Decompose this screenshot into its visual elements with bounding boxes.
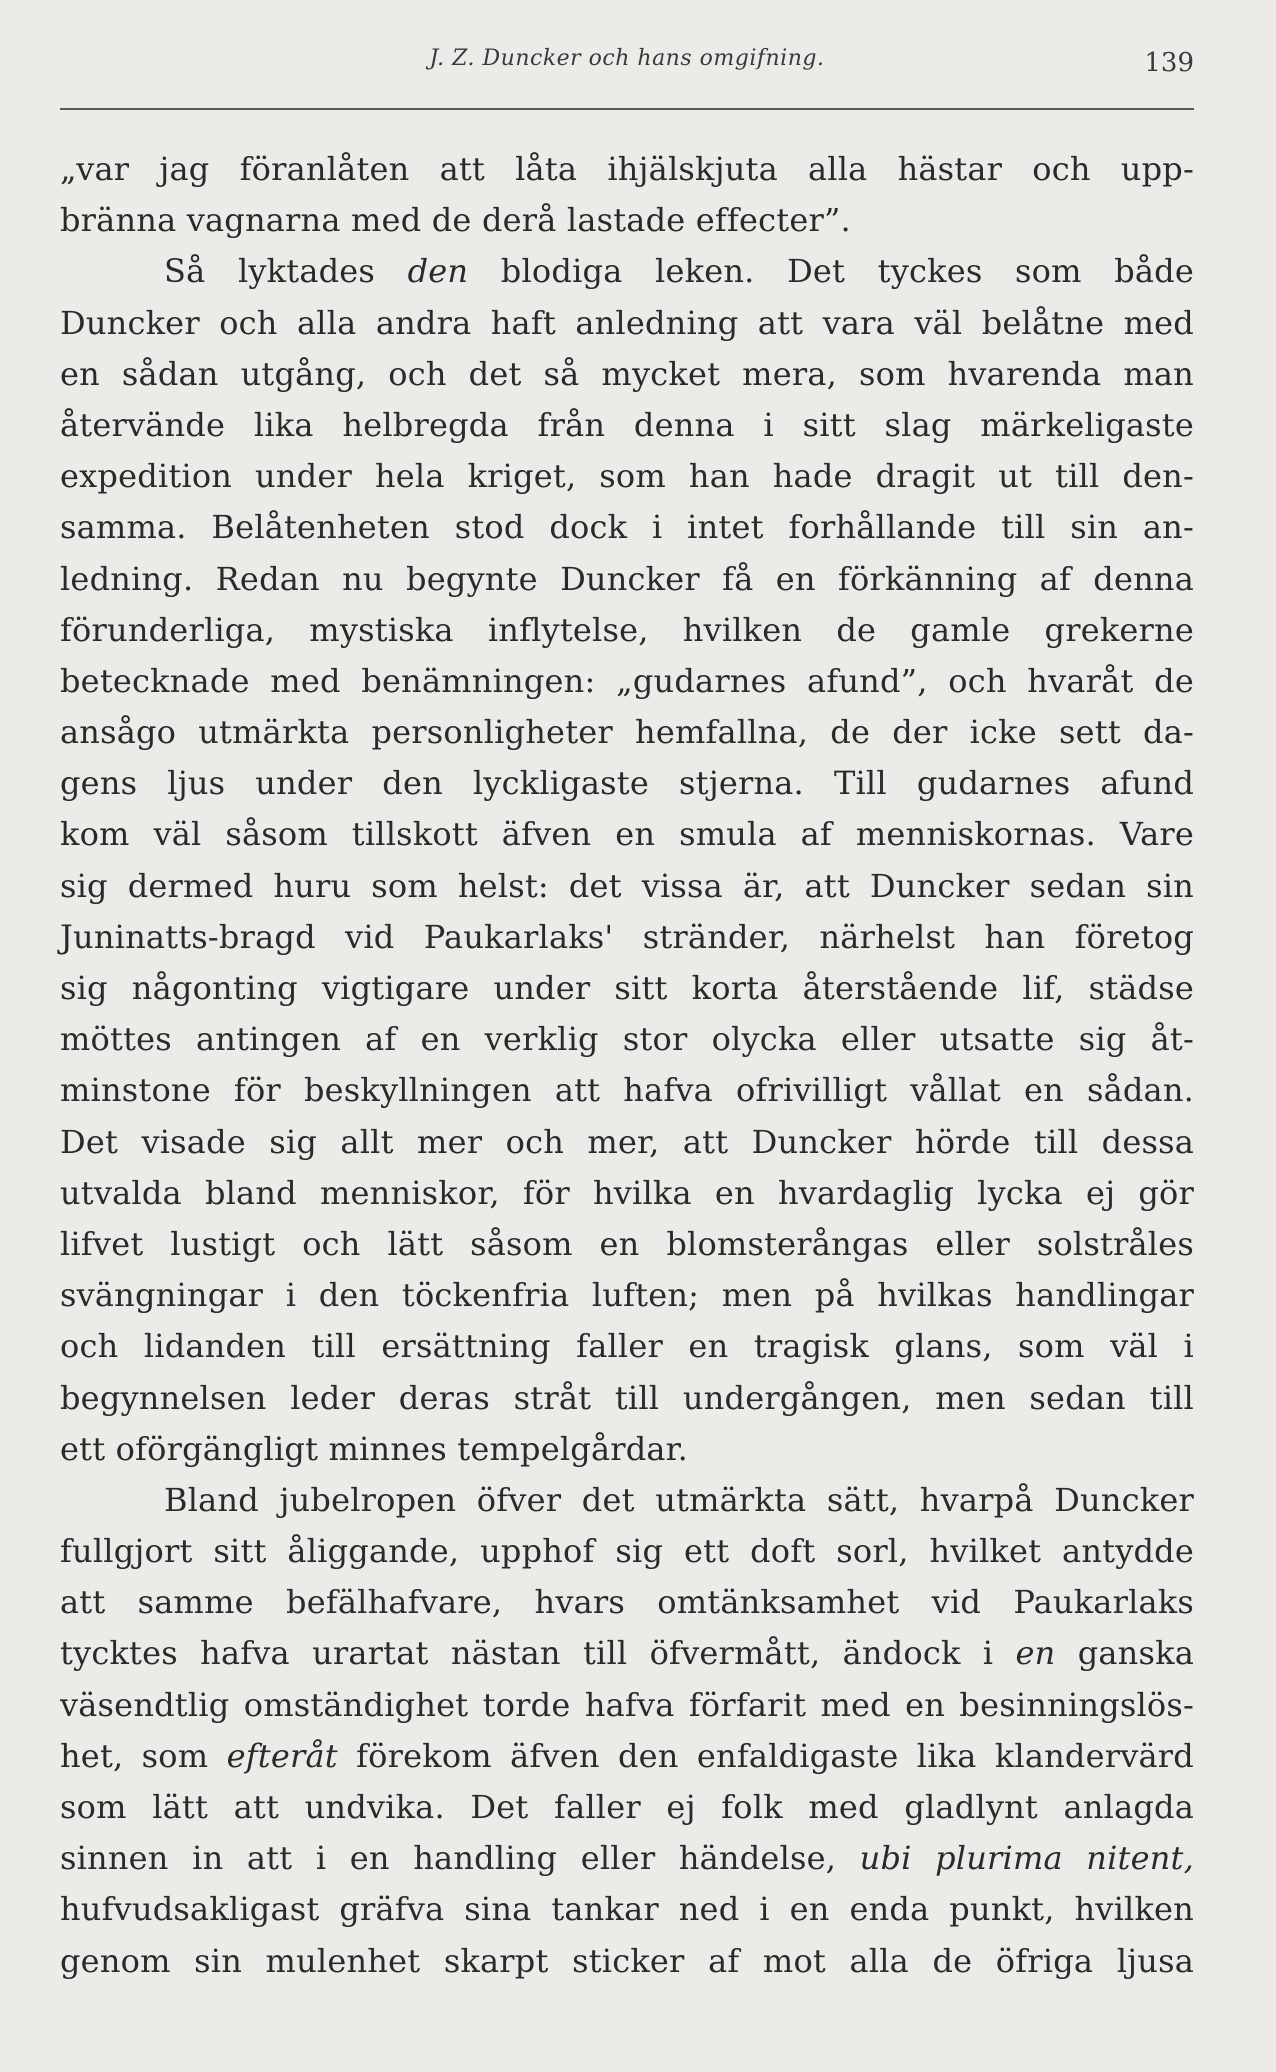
text-line-22: lifvet lustigt och lätt såsom en blomsterångas eller solstråles <box>60 1224 1194 1263</box>
header-rule <box>60 108 1194 110</box>
emphasis-efterat: efteråt <box>226 1736 338 1775</box>
text-line-6: återvände lika helbregda från denna i sitt slag märkeligaste <box>60 405 1194 444</box>
text-line-13: gens ljus under den lyckligaste stjerna. Till gudarnes afund <box>60 764 1194 803</box>
text-line-29: att samme befälhafvare, hvars omtänksamhet vid Paukarlaks <box>60 1583 1194 1622</box>
body-text <box>60 144 1194 1987</box>
text-line-17: sig någonting vigtigare under sitt korta återstående lif, städse <box>60 969 1194 1007</box>
emphasis-den: den <box>407 252 469 291</box>
text-line-9: ledning. Redan nu begynte Duncker få en förkänning af denna <box>60 559 1194 598</box>
running-head <box>60 46 1194 86</box>
text-line-23: svängningar i den töckenfria luften; men på hvilkas handlingar <box>60 1276 1194 1315</box>
page-number: 139 <box>1144 48 1194 78</box>
text-line-33: som lätt att undvika. Det faller ej folk med gladlynt anlagda <box>60 1788 1194 1826</box>
text-line-30: tycktes hafva urartat nästan till öfvermått, ändock i en ganska <box>60 1634 1194 1673</box>
emphasis-en: en <box>1015 1634 1056 1673</box>
text-line-5: en sådan utgång, och det så mycket mera, som hvarenda man <box>60 354 1194 393</box>
text-line-31: väsendtlig omständighet torde hafva förfarit med en besinningslös- <box>60 1685 1194 1724</box>
text-line-3: Så lyktades den blodiga leken. Det tyckes som både <box>164 252 1195 291</box>
text-line-36: genom sin mulenhet skarpt sticker af mot alla de öfriga ljusa <box>60 1941 1194 1980</box>
text-line-28: fullgjort sitt åliggande, upphof sig ett doft sorl, hvilket antydde <box>60 1532 1194 1571</box>
text-line-8: samma. Belåtenheten stod dock i intet forhållande till sin an- <box>60 508 1194 547</box>
text-line-1: „var jag föranlåten att låta ihjälskjuta alla hästar och upp- <box>60 150 1194 188</box>
text-line-21: utvalda bland menniskor, för hvilka en hvardaglig lycka ej gör <box>60 1173 1194 1212</box>
text-line-18: möttes antingen af en verklig stor olycka eller utsatte sig åt- <box>60 1020 1194 1059</box>
text-line-4: Duncker och alla andra haft anledning att vara väl belåtne med <box>60 303 1194 342</box>
text-line-14: kom väl såsom tillskott äfven en smula af menniskornas. Vare <box>60 815 1194 854</box>
text-line-20: Det visade sig allt mer och mer, att Duncker hörde till dessa <box>60 1122 1194 1161</box>
text-line-16: Juninatts-bragd vid Paukarlaks' stränder, närhelst han företog <box>60 917 1194 956</box>
text-line-35: hufvudsakligast gräfva sina tankar ned i en enda punkt, hvilken <box>60 1890 1194 1929</box>
text-line-27: Bland jubelropen öfver det utmärkta sätt, hvarpå Duncker <box>164 1480 1194 1519</box>
emphasis-latin-phrase: ubi plurima nitent, <box>859 1839 1194 1878</box>
text-line-34: sinnen in att i en handling eller händelse, ubi plurima nitent, <box>60 1839 1194 1878</box>
text-line-26: ett oförgängligt minnes tempelgårdar. <box>60 1429 689 1468</box>
text-line-12: ansågo utmärkta personligheter hemfallna, de der icke sett da- <box>60 713 1194 752</box>
running-title: J. Z. Duncker och hans omgifning. <box>429 46 825 71</box>
text-line-15: sig dermed huru som helst: det vissa är, att Duncker sedan sin <box>60 866 1194 905</box>
text-line-19: minstone för beskyllningen att hafva ofrivilligt vållat en sådan. <box>60 1071 1194 1110</box>
text-line-11: betecknade med benämningen: „gudarnes afund”, och hvaråt de <box>60 661 1194 700</box>
text-line-7: expedition under hela kriget, som han hade dragit ut till den- <box>60 457 1194 496</box>
text-line-10: förunderliga, mystiska inflytelse, hvilken de gamle grekerne <box>60 610 1194 649</box>
text-line-25: begynnelsen leder deras stråt till undergången, men sedan till <box>60 1378 1194 1417</box>
text-line-2: bränna vagnarna med de derå lastade effecter”. <box>60 201 851 240</box>
text-line-32: het, som efteråt förekom äfven den enfaldigaste lika klandervärd <box>60 1736 1194 1775</box>
text-line-24: och lidanden till ersättning faller en tragisk glans, som väl i <box>60 1327 1194 1366</box>
